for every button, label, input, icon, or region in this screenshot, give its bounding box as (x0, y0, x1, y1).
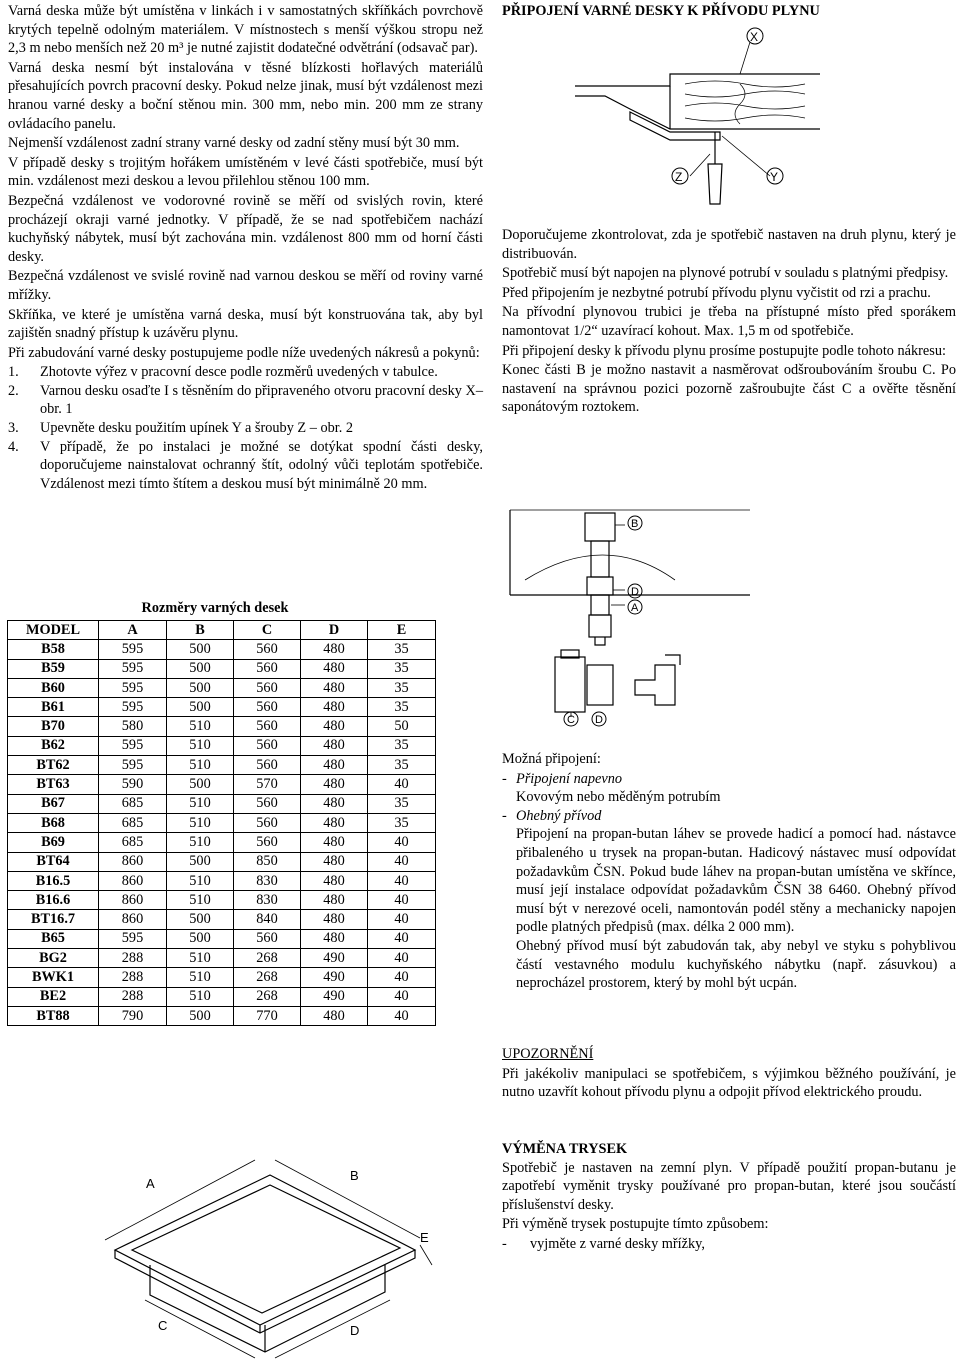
nozzle-step: - vyjměte z varné desky mřížky, (502, 1235, 705, 1252)
dimension-cell: 500 (167, 910, 234, 929)
label-e: E (420, 1230, 429, 1245)
dimension-cell: 595 (99, 736, 167, 755)
dimension-cell: 595 (99, 698, 167, 717)
model-cell: BWK1 (8, 968, 99, 987)
paragraph-instructions-intro: Při zabudování varné desky postupujeme podle níže uvedených nákresů a pokynů: (8, 344, 480, 361)
dimension-cell: 510 (167, 756, 234, 775)
dimension-cell: 595 (99, 756, 167, 775)
dimension-cell: 830 (234, 891, 301, 910)
dimension-cell: 770 (234, 1006, 301, 1025)
dimension-cell: 40 (368, 1006, 436, 1025)
dimension-cell: 570 (234, 775, 301, 794)
label-d-fitting: D (631, 586, 639, 598)
dimension-cell: 50 (368, 717, 436, 736)
label-y: Y (770, 170, 779, 184)
right-column-body (502, 226, 956, 418)
model-cell: B58 (8, 640, 99, 659)
paragraph-flammable: Varná deska nesmí být instalována v těsné blízkosti hořlavých materiálů přesahujících povrch pracovní desky. Pokud nelze jinak, musí být vzdálenost mezi hranou varné desky a boční stěnou min. 300 mm, nebo min. 200 mm ze strany ovládacího panelu. (8, 59, 483, 132)
dimension-cell: 510 (167, 813, 234, 832)
dimension-cell: 35 (368, 794, 436, 813)
table-row (8, 640, 436, 659)
model-cell: B61 (8, 698, 99, 717)
nozzle-paragraph-1: Spotřebič je nastaven na zemní plyn. V případě použití propan-butanu je zapotřebí vyměnit trysky používané pro propan-butan, které jsou součástí příslušenství desky. (502, 1159, 956, 1213)
model-cell: BE2 (8, 987, 99, 1006)
paragraph-connection-rules: Spotřebič musí být napojen na plynové potrubí v souladu s platnými předpisy. (502, 265, 949, 282)
paragraph-shutoff-valve: Na přívodní plynovou trubici je třeba na přístupné místo před sporákem namontovat 1/2“ uzavírací kohout. Max. 1,5 m od spotřebiče. (502, 304, 956, 339)
table-row (8, 949, 436, 968)
dimension-cell: 480 (301, 775, 368, 794)
dimension-cell: 40 (368, 852, 436, 871)
dimension-cell: 480 (301, 717, 368, 736)
dimension-cell: 510 (167, 736, 234, 755)
dimension-cell: 480 (301, 736, 368, 755)
dimension-cell: 288 (99, 968, 167, 987)
dimension-cell: 35 (368, 756, 436, 775)
step-2: 2. Varnou desku osaďte I s těsněním do připraveného otvoru pracovní desky X– obr. 1 (8, 382, 483, 418)
header-a: A (99, 621, 167, 640)
model-cell: B68 (8, 813, 99, 832)
dimension-cell: 35 (368, 736, 436, 755)
dimension-cell: 685 (99, 794, 167, 813)
dimension-cell: 480 (301, 756, 368, 775)
model-cell: BT88 (8, 1006, 99, 1025)
option-flexible: - Ohebný přívod (502, 807, 602, 824)
hob-dimension-drawing (60, 1130, 450, 1360)
dimension-cell: 500 (167, 659, 234, 678)
option-flexible-text-2: Ohebný přívod musí být zabudován tak, aby nebyl ve styku s pohyblivou částí vestavného modulu kuchyňského nábytku (např. zásuvkou) a neprocházel prostorem, který by mohl být ucpán. (516, 937, 956, 992)
table-header-row (8, 621, 436, 640)
dimension-cell: 480 (301, 833, 368, 852)
dimension-cell: 40 (368, 968, 436, 987)
dimension-cell: 560 (234, 698, 301, 717)
dimension-cell: 560 (234, 756, 301, 775)
dimension-cell: 500 (167, 929, 234, 948)
right-column (502, 2, 956, 21)
table-row (8, 852, 436, 871)
step-3: 3. Upevněte desku použitím upínek Y a šrouby Z – obr. 2 (8, 420, 354, 437)
paragraph-clean-pipe: Před připojením je nezbytné potrubí přívodu plynu vyčistit od rzi a prachu. (502, 284, 931, 301)
table-row (8, 968, 436, 987)
dimension-cell: 480 (301, 1006, 368, 1025)
table-row (8, 794, 436, 813)
table-row (8, 910, 436, 929)
table-row (8, 813, 436, 832)
dimension-cell: 560 (234, 717, 301, 736)
nozzle-section (502, 1140, 956, 1254)
dimension-cell: 560 (234, 833, 301, 852)
model-cell: B16.6 (8, 891, 99, 910)
dimension-cell: 480 (301, 678, 368, 697)
dimension-cell: 40 (368, 929, 436, 948)
label-b-fitting: B (631, 518, 639, 530)
option-fixed: - Připojení napevno (502, 770, 623, 787)
dimension-cell: 860 (99, 910, 167, 929)
left-column (8, 2, 483, 493)
label-z: Z (675, 170, 683, 184)
dimension-cell: 480 (301, 698, 368, 717)
nozzle-paragraph-2: Při výměně trysek postupujte tímto způsobem: (502, 1216, 769, 1233)
table-row (8, 929, 436, 948)
dimension-cell: 35 (368, 698, 436, 717)
dimension-cell: 35 (368, 640, 436, 659)
label-d-fitting-2: D (595, 714, 603, 726)
dimensions-table (7, 620, 436, 1026)
dimension-cell: 480 (301, 910, 368, 929)
model-cell: B62 (8, 736, 99, 755)
dimension-cell: 500 (167, 678, 234, 697)
dimension-cell: 830 (234, 871, 301, 890)
model-cell: B60 (8, 678, 99, 697)
model-cell: B59 (8, 659, 99, 678)
dimension-cell: 850 (234, 852, 301, 871)
dimension-cell: 510 (167, 717, 234, 736)
table-row (8, 871, 436, 890)
dimension-cell: 40 (368, 910, 436, 929)
dimension-cell: 860 (99, 891, 167, 910)
table-row (8, 717, 436, 736)
model-cell: BT62 (8, 756, 99, 775)
step-4: 4. V případě, že po instalaci je možné se dotýkat spodní části desky, doporučujeme nainstalovat ochranný štít, odolný vůči teplotám spotřebiče. Vzdálenost mezi tímto štítem a deskou musí být minimálně 20 mm. (8, 438, 483, 492)
dimension-cell: 268 (234, 987, 301, 1006)
model-cell: B67 (8, 794, 99, 813)
paragraph-ventilation: Varná deska může být umístěna v linkách i v samostatných skříňkách povrchově krytých tepelně odolným materiálem. V místnostech s menší výškou stropu než 2,3 m nebo menších než 20 m³ je nutné zajistit dodatečné odvětrání (odsavač par). (8, 3, 483, 57)
dimension-cell: 500 (167, 852, 234, 871)
model-cell: B16.5 (8, 871, 99, 890)
dimension-cell: 560 (234, 678, 301, 697)
connection-heading: PŘIPOJENÍ VARNÉ DESKY K PŘÍVODU PLYNU (502, 3, 820, 19)
gas-pipe-connection-drawing (505, 505, 755, 730)
dimension-cell: 510 (167, 871, 234, 890)
dimension-cell: 560 (234, 794, 301, 813)
dimension-cell: 840 (234, 910, 301, 929)
table-row (8, 891, 436, 910)
dimension-cell: 480 (301, 852, 368, 871)
warning-section (502, 1045, 956, 1103)
nozzle-title: VÝMĚNA TRYSEK (502, 1141, 628, 1157)
dimension-cell: 560 (234, 736, 301, 755)
label-x: X (750, 30, 759, 44)
dimension-cell: 595 (99, 929, 167, 948)
header-e: E (368, 621, 436, 640)
connection-options-title: Možná připojení: (502, 751, 601, 767)
label-c: C (158, 1318, 168, 1333)
dimension-cell: 490 (301, 949, 368, 968)
dimension-cell: 480 (301, 891, 368, 910)
dimension-cell: 500 (167, 775, 234, 794)
dimension-cell: 480 (301, 659, 368, 678)
model-cell: B65 (8, 929, 99, 948)
dimension-cell: 480 (301, 813, 368, 832)
header-d: D (301, 621, 368, 640)
dimension-cell: 40 (368, 987, 436, 1006)
dimension-cell: 500 (167, 640, 234, 659)
connection-options (502, 750, 956, 993)
paragraph-horizontal-distance: Bezpečná vzdálenost ve vodorovné rovině se měří od svislých rovin, které procházejí okraji varné jednotky. V případě, že se nad spotřebičem nachází kuchyňský nábytek, musí být zachována min. vzdálenost 800 mm od horní části desky. (8, 192, 483, 265)
table-row (8, 698, 436, 717)
dimension-cell: 40 (368, 775, 436, 794)
dimension-cell: 685 (99, 833, 167, 852)
option-fixed-text: Kovovým nebo měděným potrubím (516, 789, 721, 806)
dimension-cell: 480 (301, 871, 368, 890)
paragraph-vertical-distance: Bezpečná vzdálenost ve svislé rovině nad varnou deskou se měří od roviny varné mřížky. (8, 268, 483, 303)
dimension-cell: 35 (368, 678, 436, 697)
dimension-cell: 268 (234, 968, 301, 987)
paragraph-rear-distance: Nejmenší vzdálenost zadní strany varné desky od zadní stěny musí být 30 mm. (8, 135, 460, 152)
dimension-cell: 560 (234, 929, 301, 948)
table-row (8, 1006, 436, 1025)
model-cell: BG2 (8, 949, 99, 968)
dimension-cell: 560 (234, 640, 301, 659)
dimension-cell: 560 (234, 813, 301, 832)
dimension-cell: 595 (99, 640, 167, 659)
model-cell: BT16.7 (8, 910, 99, 929)
dimension-cell: 480 (301, 929, 368, 948)
paragraph-cabinet: Skříňka, ve které je umístěna varná deska, musí být konstruována tak, aby byl zajištěn snadný přístup k uzávěru plynu. (8, 306, 483, 342)
label-a-fitting: A (631, 602, 639, 614)
dimension-cell: 40 (368, 949, 436, 968)
header-b: B (167, 621, 234, 640)
model-cell: BT63 (8, 775, 99, 794)
warning-title: UPOZORNĚNÍ (502, 1046, 594, 1062)
dimension-cell: 40 (368, 833, 436, 852)
paragraph-gas-type: Doporučujeme zkontrolovat, zda je spotřebič nastaven na druh plynu, který je distribuován. (502, 227, 956, 262)
dimension-cell: 35 (368, 659, 436, 678)
table-row (8, 659, 436, 678)
paragraph-triple-burner: V případě desky s trojitým hořákem umístěném v levé části spotřebiče, musí být min. vzdálenost mezi deskou a levou přilehlou stěnou 100 mm. (8, 154, 483, 190)
dimension-cell: 595 (99, 678, 167, 697)
option-flexible-text: Připojení na propan-butan láhev se provede hadicí a pomocí had. nástavce přibaleného u trysek na propan-butan. Hadicový nástavec musí odpovídat požadavkům ČSN. Pokud bude láhev na propan-butan umístěna ve skřínce, musí její instalace odpovídat požadavkům ČSN 38 6460. Ohebný přívod musí být v nerezové oceli, namontován podél stěny a mechanicky napojen podle platných předpisů (max. délka 2 000 mm). (516, 826, 956, 936)
paragraph-adjust-part-b: Konec části B je možno nastavit a nasměrovat odšroubováním šroubu C. Po nastavení na správnou pozici pozorně zašroubujte část C a ověřte těsnění saponátovým roztokem. (502, 362, 956, 416)
table-row (8, 987, 436, 1006)
table-row (8, 756, 436, 775)
dimension-cell: 860 (99, 871, 167, 890)
dimension-cell: 490 (301, 968, 368, 987)
dimension-cell: 590 (99, 775, 167, 794)
dimension-cell: 510 (167, 833, 234, 852)
dimension-cell: 510 (167, 891, 234, 910)
table-row (8, 833, 436, 852)
model-cell: BT64 (8, 852, 99, 871)
header-c: C (234, 621, 301, 640)
dimension-cell: 268 (234, 949, 301, 968)
label-d: D (350, 1323, 360, 1338)
dimension-cell: 685 (99, 813, 167, 832)
dimension-cell: 510 (167, 949, 234, 968)
dimension-cell: 790 (99, 1006, 167, 1025)
table-row (8, 678, 436, 697)
dimension-cell: 40 (368, 891, 436, 910)
label-c-fitting: C (567, 714, 575, 726)
dimension-cell: 860 (99, 852, 167, 871)
dimension-cell: 580 (99, 717, 167, 736)
dimension-cell: 595 (99, 659, 167, 678)
dimension-cell: 40 (368, 871, 436, 890)
model-cell: B70 (8, 717, 99, 736)
dimension-cell: 490 (301, 987, 368, 1006)
dimension-cell: 35 (368, 813, 436, 832)
table-row (8, 775, 436, 794)
clamp-installation-drawing (570, 24, 830, 214)
dimension-cell: 510 (167, 968, 234, 987)
dimension-cell: 480 (301, 640, 368, 659)
dimension-cell: 510 (167, 987, 234, 1006)
table-title: Rozměry varných desek (141, 600, 289, 616)
dimension-cell: 500 (167, 698, 234, 717)
dimension-cell: 500 (167, 1006, 234, 1025)
dimension-cell: 560 (234, 659, 301, 678)
warning-text: Při jakékoliv manipulaci se spotřebičem, s výjimkou běžného používání, je nutno uzavřít kohout přívodu plynu a odpojit přívod elektrického proudu. (502, 1065, 956, 1101)
dimension-cell: 510 (167, 794, 234, 813)
dimension-cell: 288 (99, 987, 167, 1006)
dimension-cell: 480 (301, 794, 368, 813)
header-model: MODEL (8, 621, 99, 640)
label-a: A (146, 1176, 155, 1191)
table-row (8, 736, 436, 755)
paragraph-follow-drawing: Při připojení desky k přívodu plynu prosíme postupujte podle tohoto nákresu: (502, 342, 946, 359)
dimension-cell: 288 (99, 949, 167, 968)
step-1: 1. Zhotovte výřez v pracovní desce podle rozměrů uvedených v tabulce. (8, 364, 438, 381)
model-cell: B69 (8, 833, 99, 852)
label-b: B (350, 1168, 359, 1183)
